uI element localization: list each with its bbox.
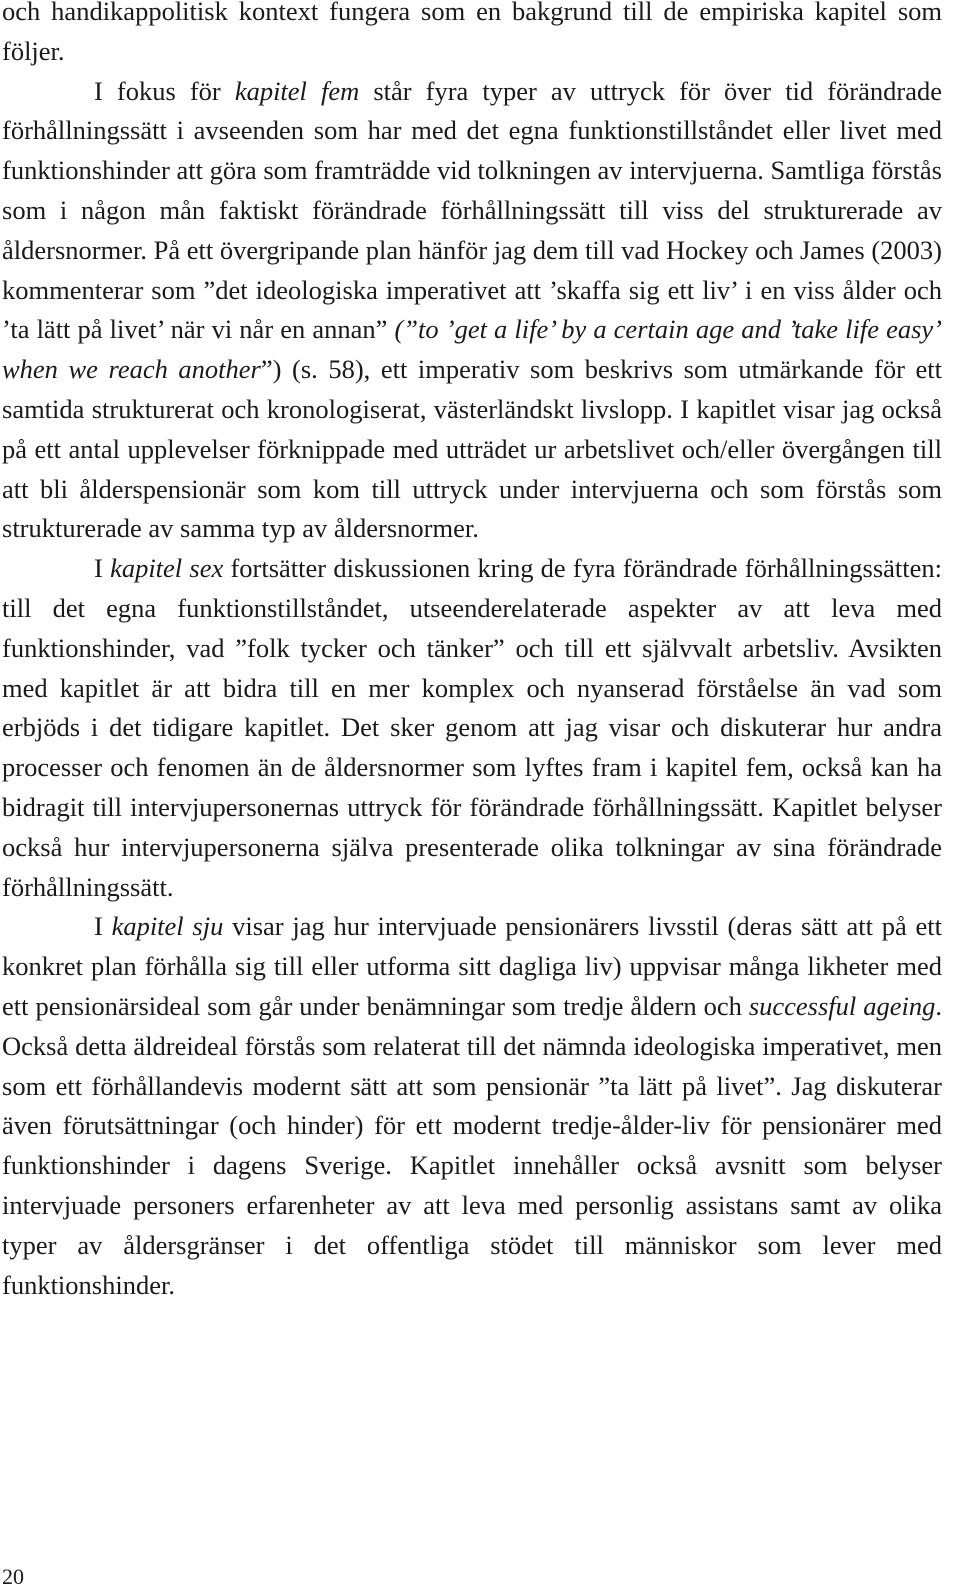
text-segment: I: [94, 911, 112, 942]
text-segment: fortsätter diskussionen kring de fyra förändrade förhållningssätten: till det egna funktionstillståndet, utseenderelaterade aspekter av att leva med funktionshinder, vad ”folk tycker och tänker” och till ett självvalt arbetsliv. Avsikten med kapitlet är att bidra till en mer komplex och nyanserad förståelse än vad som erbjöds i det tidigare kapitlet. Det sker genom att jag visar och diskuterar hur andra processer och fenomen än de åldersnormer som lyftes fram i kapitel fem, också kan ha bidragit till intervjupersonernas uttryck för förändrade förhållningssätt. Kapitlet belyser också hur intervjupersonerna själva presenterade olika tolkningar av sina förändrade förhållningssätt.: [2, 553, 943, 902]
body-text: [2, 0, 942, 1305]
italic-chapter-title: kapitel fem: [234, 75, 360, 106]
paragraph-chapter-five: [2, 72, 942, 550]
italic-term: successful ageing: [748, 990, 936, 1021]
text-segment: visar jag hur intervjuade pensionärers livsstil (deras sätt att på ett konkret plan förhålla sig till eller utforma sitt dagliga liv) uppvisar många likheter med ett pensionärsideal som går under benämningar som tredje åldern och: [2, 911, 942, 1021]
paragraph-continued: [2, 0, 942, 72]
text-segment: I: [94, 553, 111, 584]
text-segment: I fokus för: [94, 75, 235, 106]
text-segment: och handikappolitisk kontext fungera som en bakgrund till de empiriska kapitel som följer.: [2, 0, 942, 66]
italic-chapter-title: kapitel sex: [110, 553, 224, 584]
text-segment: . Också detta äldreideal förstås som relaterat till det nämnda ideologiska imperativet, men som ett förhållandevis modernt sätt att som pensionär ”ta lätt på livet”. Jag diskuterar även förutsättningar (och hinder) för ett modernt tredje-ålder-liv för pensionärer med funktionshinder i dagens Sverige. Kapitlet innehåller också avsnitt som belyser intervjuade personers erfarenheter av att leva med personlig assistans samt av olika typer av åldersgränser i det offentliga stödet till människor som lever med funktionshinder.: [2, 990, 942, 1300]
page-number: 20: [2, 1564, 24, 1589]
italic-quote: (”to ’get a life’ by a certain age and ’take life easy’ when we reach another: [2, 314, 943, 385]
text-segment: står fyra typer av uttryck för över tid förändrade förhållningssätt i avseenden som har med det egna funktionstillståndet eller livet med funktionshinder att göra som framträdde vid tolkningen av intervjuerna. Samtliga förstås som i någon mån faktiskt förändrade förhållningssätt till viss del strukturerade av åldersnormer. På ett övergripande plan hänför jag dem till vad Hockey och James (2003) kommenterar som ”det ideologiska imperativet att ’skaffa sig ett liv’ i en viss ålder och ’ta lätt på livet’ när vi når en annan”: [2, 75, 942, 345]
text-segment: ”) (s. 58), ett imperativ som beskrivs som utmärkande för ett samtida strukturerat och kronologiserat, västerländskt livslopp. I kapitlet visar jag också på ett antal upplevelser förknippade med utträdet ur arbetslivet och/eller övergången till att bli ålderspensionär som kom till uttryck under intervjuerna och som förstås som strukturerade av samma typ av åldersnormer.: [2, 354, 943, 544]
paragraph-chapter-seven: [2, 907, 942, 1305]
italic-chapter-title: kapitel sju: [111, 911, 224, 942]
paragraph-chapter-six: [2, 549, 942, 907]
